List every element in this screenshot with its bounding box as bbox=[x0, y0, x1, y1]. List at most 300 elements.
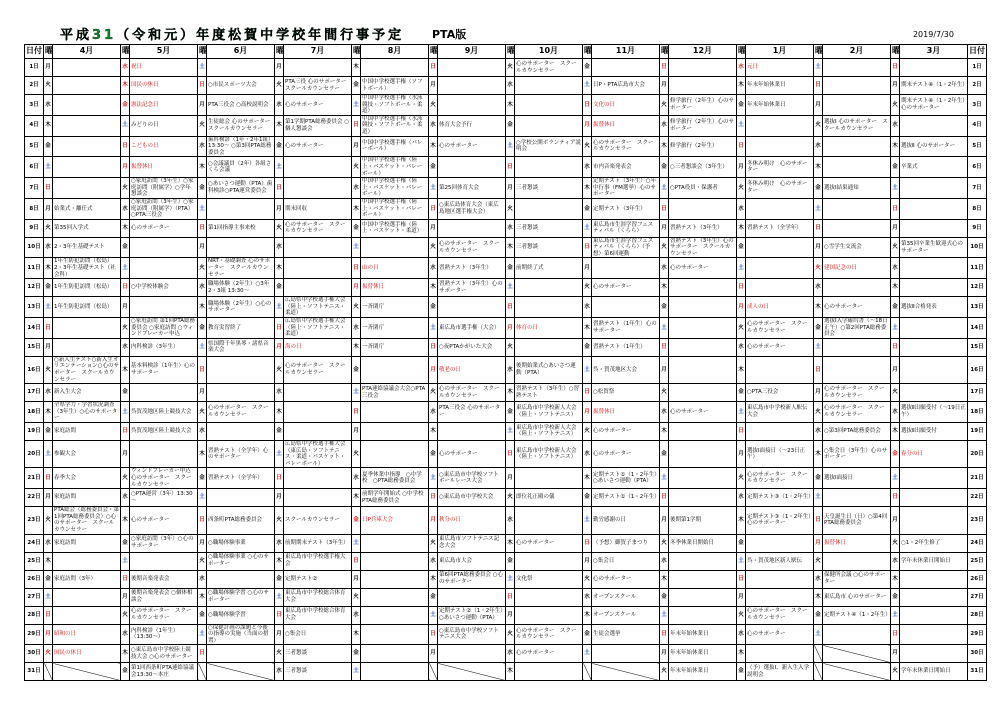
day-number-right: 13日 bbox=[968, 297, 987, 318]
weekday-cell: 火 bbox=[891, 534, 900, 552]
weekday-header: 曜 bbox=[583, 45, 592, 59]
event-cell: 習熟テスト（3年生） bbox=[669, 219, 737, 237]
weekday-cell: 木 bbox=[814, 440, 823, 467]
event-cell: 1年生防犯訪問（松島） bbox=[53, 279, 121, 297]
weekday-cell: 月 bbox=[198, 95, 207, 116]
event-cell: PTA三役会 ○高校説明会 bbox=[207, 95, 275, 116]
weekday-cell: 土 bbox=[352, 663, 361, 681]
event-cell: 後期始業式○あいさつ運動（PTA） bbox=[515, 356, 583, 383]
day-number-right: 11日 bbox=[968, 258, 987, 279]
weekday-cell: 火 bbox=[583, 136, 592, 157]
day-number: 15日 bbox=[25, 338, 44, 356]
weekday-cell: 日 bbox=[891, 624, 900, 645]
month-header-3: 6月 bbox=[207, 45, 275, 59]
event-cell bbox=[207, 356, 275, 383]
print-date: 2019/7/30 bbox=[912, 30, 954, 39]
event-cell: ○会議議員（2年）各組さくら会議 bbox=[207, 157, 275, 178]
weekday-cell bbox=[198, 663, 207, 681]
event-cell: 1年生防犯訪問（松島）2・3年生基礎テスト（社会科） bbox=[53, 258, 121, 279]
weekday-cell: 木 bbox=[121, 77, 130, 95]
weekday-cell: 月 bbox=[506, 318, 515, 339]
event-cell: ○新入生テスト○新入生オリエンテーション○心のサポーター スクールカウンセラー bbox=[54, 356, 119, 383]
day-number-right: 31日 bbox=[968, 663, 987, 681]
day-number: 29日 bbox=[25, 624, 44, 645]
weekday-cell: 火 bbox=[352, 440, 361, 467]
weekday-cell: 水 bbox=[814, 422, 823, 440]
event-cell bbox=[515, 588, 583, 606]
weekday-cell: 木 bbox=[506, 237, 515, 258]
event-cell: 秋分の日 bbox=[438, 507, 506, 534]
weekday-cell: 火 bbox=[429, 384, 438, 402]
weekday-cell: 金 bbox=[352, 356, 361, 383]
event-cell: 職場体験（2年生）○3年2・3組 13:30～ bbox=[207, 279, 275, 297]
weekday-cell: 木 bbox=[660, 422, 669, 440]
weekday-cell: 火 bbox=[121, 178, 130, 199]
event-cell bbox=[361, 402, 429, 423]
day-row bbox=[25, 59, 987, 77]
event-cell: 心のサポーター スクールカウンセラー bbox=[746, 468, 814, 489]
event-cell bbox=[53, 95, 121, 116]
day-number-right: 3日 bbox=[968, 95, 987, 116]
weekday-cell: 火 bbox=[737, 318, 746, 339]
event-cell bbox=[130, 297, 198, 318]
event-cell: 心のサポーター スクールカウンセラー bbox=[823, 402, 891, 423]
event-cell bbox=[53, 606, 121, 624]
weekday-cell: 日 bbox=[660, 338, 669, 356]
weekday-cell: 火 bbox=[660, 237, 669, 258]
event-cell bbox=[284, 258, 352, 279]
event-cell bbox=[900, 115, 968, 136]
weekday-cell: 金 bbox=[583, 624, 592, 645]
weekday-cell: 金 bbox=[429, 157, 438, 178]
event-cell: ○東広島市中学校ソフトボールレース大会 bbox=[438, 468, 506, 489]
day-row bbox=[25, 95, 987, 116]
event-cell: ○松賀祭 bbox=[592, 384, 660, 402]
day-number-right: 20日 bbox=[968, 440, 987, 467]
day-row bbox=[25, 402, 987, 423]
event-cell bbox=[823, 59, 891, 77]
event-cell bbox=[207, 422, 275, 440]
weekday-cell: 水 bbox=[429, 115, 438, 136]
event-cell: 心のサポーター bbox=[669, 258, 737, 279]
event-cell: 東広島市中学校新人大会（陸上・ソフトテニス） bbox=[515, 422, 583, 440]
weekday-cell: 水 bbox=[891, 552, 900, 570]
event-cell: 選抜Ⅰ入学確約書（〜18日正午）○第2回PTA総務委員会 bbox=[823, 318, 891, 339]
weekday-cell: 金 bbox=[660, 157, 669, 178]
weekday-cell: 月 bbox=[275, 198, 284, 219]
event-cell bbox=[53, 178, 121, 199]
weekday-cell: 火 bbox=[660, 534, 669, 552]
weekday-cell: 金 bbox=[506, 552, 515, 570]
day-number: 16日 bbox=[25, 356, 44, 383]
event-cell bbox=[515, 157, 583, 178]
day-number: 5日 bbox=[25, 136, 44, 157]
weekday-header: 曜 bbox=[44, 45, 53, 59]
event-cell: ○職場体験学習 ○心のサポーター bbox=[207, 588, 275, 606]
weekday-cell: 火 bbox=[44, 77, 53, 95]
weekday-cell: 土 bbox=[814, 59, 823, 77]
event-cell: ○PTA役員・保護者 bbox=[669, 178, 737, 199]
day-number: 22日 bbox=[25, 489, 44, 507]
weekday-cell: 水 bbox=[429, 402, 438, 423]
event-cell: ○学校公開ボランティア説明会 bbox=[515, 136, 583, 157]
event-cell: 後期音楽発表会 ○個体相談会 bbox=[130, 588, 198, 606]
day-row bbox=[25, 588, 987, 606]
day-number-right: 18日 bbox=[968, 402, 987, 423]
weekday-cell: 水 bbox=[429, 258, 438, 279]
weekday-cell: 日 bbox=[506, 297, 515, 318]
weekday-cell: 土 bbox=[814, 338, 823, 356]
event-cell bbox=[900, 258, 968, 279]
day-number: 24日 bbox=[25, 534, 44, 552]
weekday-cell: 火 bbox=[275, 507, 284, 534]
event-cell bbox=[284, 402, 352, 423]
event-cell: 呉・賀茂地区大会 bbox=[592, 356, 660, 383]
event-cell bbox=[823, 624, 891, 645]
event-cell bbox=[746, 237, 814, 258]
day-number-right: 30日 bbox=[968, 645, 987, 663]
event-cell: 呉・賀茂地区新人駅伝 bbox=[746, 552, 814, 570]
event-cell bbox=[669, 77, 737, 95]
weekday-cell: 水 bbox=[506, 77, 515, 95]
weekday-cell: 水 bbox=[121, 338, 130, 356]
weekday-cell: 火 bbox=[737, 606, 746, 624]
weekday-cell: 水 bbox=[44, 237, 53, 258]
day-number-right: 15日 bbox=[968, 338, 987, 356]
day-number-right: 9日 bbox=[968, 219, 987, 237]
weekday-cell: 金 bbox=[583, 338, 592, 356]
weekday-cell: 月 bbox=[814, 237, 823, 258]
weekday-cell: 金 bbox=[737, 95, 746, 116]
event-cell: ○集会日 bbox=[592, 552, 660, 570]
event-cell: 三者懇談 bbox=[284, 645, 352, 663]
event-cell: 広島県中学校選手権大会（陸上・ソフトテニス・柔道） bbox=[284, 318, 352, 339]
weekday-cell: 土 bbox=[506, 570, 515, 588]
event-cell: 一斉閉庁 bbox=[361, 338, 429, 356]
day-row bbox=[25, 507, 987, 534]
weekday-cell: 火 bbox=[44, 507, 53, 534]
weekday-cell: 月 bbox=[583, 552, 592, 570]
event-cell bbox=[284, 468, 352, 489]
event-cell bbox=[361, 534, 429, 552]
weekday-cell: 土 bbox=[583, 356, 592, 383]
event-cell bbox=[515, 338, 583, 356]
weekday-cell: 木 bbox=[583, 468, 592, 489]
weekday-cell: 金 bbox=[44, 279, 53, 297]
event-cell bbox=[900, 606, 968, 624]
event-cell: 心のサポーター スクールカウンセラー bbox=[284, 356, 352, 383]
event-cell bbox=[438, 645, 506, 663]
event-cell bbox=[130, 440, 198, 467]
weekday-cell: 火 bbox=[737, 468, 746, 489]
event-cell bbox=[438, 588, 506, 606]
event-cell: 呉賀茂地区陸上競技大会 bbox=[130, 402, 198, 423]
event-cell: 習熟テスト（3年生）○習熟テスト bbox=[515, 384, 583, 402]
weekday-cell: 日 bbox=[660, 489, 669, 507]
day-row bbox=[25, 157, 987, 178]
event-cell: 後期第1学期 bbox=[669, 507, 737, 534]
weekday-cell: 水 bbox=[737, 624, 746, 645]
weekday-cell: 土 bbox=[198, 198, 207, 219]
event-cell: 1年生防犯訪問（松島） bbox=[53, 297, 121, 318]
day-row bbox=[25, 136, 987, 157]
event-cell: 東広島市中学校選手権大会 bbox=[284, 552, 352, 570]
day-number: 4日 bbox=[25, 115, 44, 136]
event-cell bbox=[900, 588, 968, 606]
weekday-cell: 木 bbox=[429, 570, 438, 588]
event-cell bbox=[823, 198, 891, 219]
day-number-right: 19日 bbox=[968, 422, 987, 440]
event-cell: 天皇誕生日（日）○第4回PTA総務委員会 bbox=[823, 507, 891, 534]
day-number-right: 8日 bbox=[968, 198, 987, 219]
month-header-1: 4月 bbox=[53, 45, 121, 59]
weekday-cell: 金 bbox=[275, 422, 284, 440]
weekday-cell: 木 bbox=[814, 588, 823, 606]
weekday-cell: 火 bbox=[506, 198, 515, 219]
weekday-cell: 木 bbox=[814, 157, 823, 178]
weekday-cell: 水 bbox=[506, 507, 515, 534]
weekday-cell: 日 bbox=[737, 279, 746, 297]
event-cell: ○家庭訪問（3年生）○家庭訪問（附属学）（PTA）○PTA三役会 bbox=[130, 198, 198, 219]
weekday-cell: 月 bbox=[44, 59, 53, 77]
day-row bbox=[25, 318, 987, 339]
weekday-cell: 月 bbox=[121, 440, 130, 467]
event-cell: 家庭訪問 bbox=[53, 489, 121, 507]
day-row bbox=[25, 422, 987, 440]
event-cell: みどりの日 bbox=[130, 115, 198, 136]
event-cell bbox=[438, 219, 506, 237]
weekday-cell: 月 bbox=[352, 570, 361, 588]
month-header-4: 7月 bbox=[284, 45, 352, 59]
event-cell bbox=[592, 663, 660, 681]
event-cell: 中国中学校選手権（陸上・バスケット・柔道） bbox=[361, 219, 429, 237]
event-cell: 東広島市大会 bbox=[438, 552, 506, 570]
day-row bbox=[25, 570, 987, 588]
event-cell: ○保健計画の課題と今後の指導の実施（当面の措置） bbox=[207, 624, 275, 645]
event-cell: 東広島市中学校新人大会（陸上・ソフトテニス） bbox=[515, 402, 583, 423]
weekday-cell: 火 bbox=[506, 338, 515, 356]
weekday-cell: 月 bbox=[275, 624, 284, 645]
weekday-cell: 月 bbox=[891, 356, 900, 383]
event-cell: ○東広島体育大会（東広島地区選手権大会） bbox=[438, 198, 506, 219]
event-cell bbox=[284, 384, 352, 402]
weekday-cell: 火 bbox=[660, 384, 669, 402]
event-cell: ○職場体験事業 ○心のサポーター bbox=[207, 552, 275, 570]
weekday-cell: 木 bbox=[44, 258, 53, 279]
weekday-cell: 月 bbox=[44, 624, 53, 645]
event-cell bbox=[207, 237, 275, 258]
weekday-cell: 水 bbox=[891, 115, 900, 136]
weekday-cell: 日 bbox=[44, 468, 53, 489]
event-cell bbox=[746, 534, 814, 552]
weekday-cell: 水 bbox=[506, 356, 515, 383]
event-cell: 振替休日 bbox=[823, 534, 891, 552]
weekday-cell: 水 bbox=[121, 59, 130, 77]
event-cell: （予想）御賀子まつり bbox=[592, 534, 660, 552]
weekday-cell: 月 bbox=[198, 237, 207, 258]
weekday-cell: 木 bbox=[275, 402, 284, 423]
event-cell bbox=[207, 384, 275, 402]
event-cell bbox=[53, 552, 121, 570]
weekday-cell: 金 bbox=[198, 178, 207, 199]
event-cell: 定期テスト②（1・2年生）○あいさつ運動（PTA） bbox=[438, 606, 506, 624]
event-cell: ○集会日 bbox=[284, 624, 352, 645]
event-cell: 心のサポーター bbox=[284, 95, 352, 116]
weekday-cell: 木 bbox=[352, 338, 361, 356]
event-cell bbox=[284, 279, 352, 297]
event-cell bbox=[515, 606, 583, 624]
event-cell bbox=[592, 645, 660, 663]
event-cell bbox=[900, 570, 968, 588]
event-cell: 広島県中学校選手権大会（東広島・ソフトテニス・柔道・バスケット・バレーボール） bbox=[284, 440, 352, 467]
weekday-cell: 火 bbox=[891, 237, 900, 258]
weekday-cell: 水 bbox=[583, 297, 592, 318]
weekday-cell: 火 bbox=[814, 258, 823, 279]
day-number: 11日 bbox=[25, 258, 44, 279]
weekday-cell: 月 bbox=[814, 384, 823, 402]
day-number-right: 6日 bbox=[968, 157, 987, 178]
event-cell: 生徒総会 心のサポーター スクールカウンセラー bbox=[207, 115, 275, 136]
weekday-cell: 日 bbox=[814, 219, 823, 237]
weekday-cell: 土 bbox=[660, 178, 669, 199]
event-cell: 年末年始休業日 bbox=[746, 77, 814, 95]
weekday-cell: 土 bbox=[891, 178, 900, 199]
weekday-cell bbox=[44, 663, 53, 681]
day-number: 7日 bbox=[25, 178, 44, 199]
weekday-cell: 火 bbox=[121, 606, 130, 624]
event-cell: 県国際千年黒琴・諸県音楽大会 bbox=[207, 338, 275, 356]
event-cell bbox=[361, 588, 429, 606]
weekday-cell: 金 bbox=[275, 279, 284, 297]
day-number: 21日 bbox=[25, 468, 44, 489]
event-cell: 西条町PTA総務委員会 bbox=[207, 507, 275, 534]
event-cell bbox=[900, 645, 968, 663]
weekday-cell: 日 bbox=[275, 468, 284, 489]
event-cell: ○あいさつ運動（PTA）歯科検診○PTA運営委員会 bbox=[207, 178, 275, 199]
weekday-cell: 土 bbox=[506, 279, 515, 297]
weekday-cell: 木 bbox=[660, 279, 669, 297]
event-cell bbox=[823, 157, 891, 178]
event-cell: 生徒会選挙 bbox=[592, 624, 660, 645]
weekday-cell: 月 bbox=[583, 115, 592, 136]
event-cell bbox=[438, 59, 506, 77]
event-cell bbox=[823, 95, 891, 116]
event-cell bbox=[438, 422, 506, 440]
event-cell: 冬休み明け 心のサポーター bbox=[746, 178, 814, 199]
weekday-cell: 金 bbox=[660, 588, 669, 606]
weekday-cell: 水 bbox=[198, 422, 207, 440]
event-cell: 期末テスト④（1・2年生）心のサポーター bbox=[900, 95, 968, 116]
event-cell: 習熟テスト（全学年） bbox=[746, 219, 814, 237]
event-cell: 心のサポーター スクールカウンセラー bbox=[823, 384, 891, 402]
event-cell: 東広島市 心のサポーター bbox=[823, 588, 891, 606]
event-cell: ○雪学生交流会 bbox=[823, 237, 891, 258]
day-number: 27日 bbox=[25, 588, 44, 606]
weekday-cell: 火 bbox=[352, 297, 361, 318]
weekday-cell: 金 bbox=[121, 384, 130, 402]
event-cell: 敬老の日 bbox=[438, 356, 506, 383]
weekday-cell: 日 bbox=[891, 59, 900, 77]
weekday-cell: 金 bbox=[429, 440, 438, 467]
day-number: 2日 bbox=[25, 77, 44, 95]
weekday-cell: 火 bbox=[814, 402, 823, 423]
weekday-cell: 金 bbox=[44, 422, 53, 440]
weekday-cell: 金 bbox=[429, 588, 438, 606]
weekday-cell: 日 bbox=[814, 356, 823, 383]
event-cell: 振替休日 bbox=[592, 402, 660, 423]
weekday-cell: 木 bbox=[198, 440, 207, 467]
weekday-cell: 火 bbox=[198, 258, 207, 279]
event-cell bbox=[207, 198, 275, 219]
weekday-cell: 日 bbox=[429, 624, 438, 645]
weekday-cell: 火 bbox=[44, 219, 53, 237]
event-cell: 習熟テスト（全学年）心のサポーター bbox=[207, 440, 275, 467]
event-cell: 心のサポーター スクールカウンセラー bbox=[284, 219, 352, 237]
weekday-cell: 土 bbox=[660, 606, 669, 624]
event-cell: 年末年始休業日 bbox=[669, 645, 737, 663]
weekday-header: 曜 bbox=[275, 45, 284, 59]
event-cell bbox=[515, 279, 583, 297]
event-cell bbox=[515, 552, 583, 570]
weekday-cell: 水 bbox=[660, 258, 669, 279]
event-cell: 心のサポーター bbox=[515, 645, 583, 663]
event-cell bbox=[361, 624, 429, 645]
weekday-cell: 月 bbox=[44, 198, 53, 219]
weekday-cell: 土 bbox=[506, 422, 515, 440]
weekday-cell: 水 bbox=[506, 645, 515, 663]
weekday-cell: 木 bbox=[660, 136, 669, 157]
weekday-header: 曜 bbox=[352, 45, 361, 59]
event-cell bbox=[669, 468, 737, 489]
weekday-cell: 火 bbox=[429, 534, 438, 552]
event-cell: PTA三役 心のサポーター スクールカウンセラー bbox=[284, 77, 352, 95]
weekday-cell: 水 bbox=[198, 136, 207, 157]
event-cell bbox=[669, 279, 737, 297]
weekday-cell: 土 bbox=[44, 588, 53, 606]
weekday-header: 曜 bbox=[660, 45, 669, 59]
month-header-5: 8月 bbox=[361, 45, 429, 59]
event-cell: 全県学力・学習状況調査（3年生）○心のサポーター bbox=[53, 402, 121, 423]
weekday-cell: 火 bbox=[506, 624, 515, 645]
event-cell bbox=[900, 219, 968, 237]
weekday-cell: 水 bbox=[583, 588, 592, 606]
weekday-cell: 木 bbox=[506, 663, 515, 681]
weekday-cell: 月 bbox=[429, 356, 438, 383]
weekday-cell: 火 bbox=[121, 468, 130, 489]
event-cell: 年末年始休業日 bbox=[746, 95, 814, 116]
event-cell: 心のサポーター bbox=[130, 507, 198, 534]
weekday-cell: 火 bbox=[814, 115, 823, 136]
event-cell: 憲法記念日 bbox=[130, 95, 198, 116]
weekday-cell: 火 bbox=[506, 59, 515, 77]
event-cell: 三者懇談 bbox=[515, 219, 583, 237]
weekday-cell: 火 bbox=[275, 356, 284, 383]
weekday-cell: 火 bbox=[429, 95, 438, 116]
event-cell: NRT・基礎調査 心のサポーター スクールカウンセラー bbox=[207, 258, 275, 279]
event-cell: ウィンドブレーカー申込 心のサポーター スクールカウンセラー bbox=[130, 468, 198, 489]
weekday-cell: 金 bbox=[121, 95, 130, 116]
event-cell bbox=[53, 318, 121, 339]
event-cell: 振替休日 bbox=[130, 157, 198, 178]
month-header-11: 2月 bbox=[823, 45, 891, 59]
event-cell: 夏季休業中指導 ○中学校 ○PTA総務委員会 bbox=[361, 468, 429, 489]
event-cell: 前期期末テスト（3年生） bbox=[284, 534, 352, 552]
weekday-cell: 月 bbox=[660, 356, 669, 383]
weekday-cell: 日 bbox=[814, 507, 823, 534]
event-cell bbox=[669, 570, 737, 588]
weekday-cell: 金 bbox=[814, 468, 823, 489]
event-cell bbox=[823, 489, 891, 507]
